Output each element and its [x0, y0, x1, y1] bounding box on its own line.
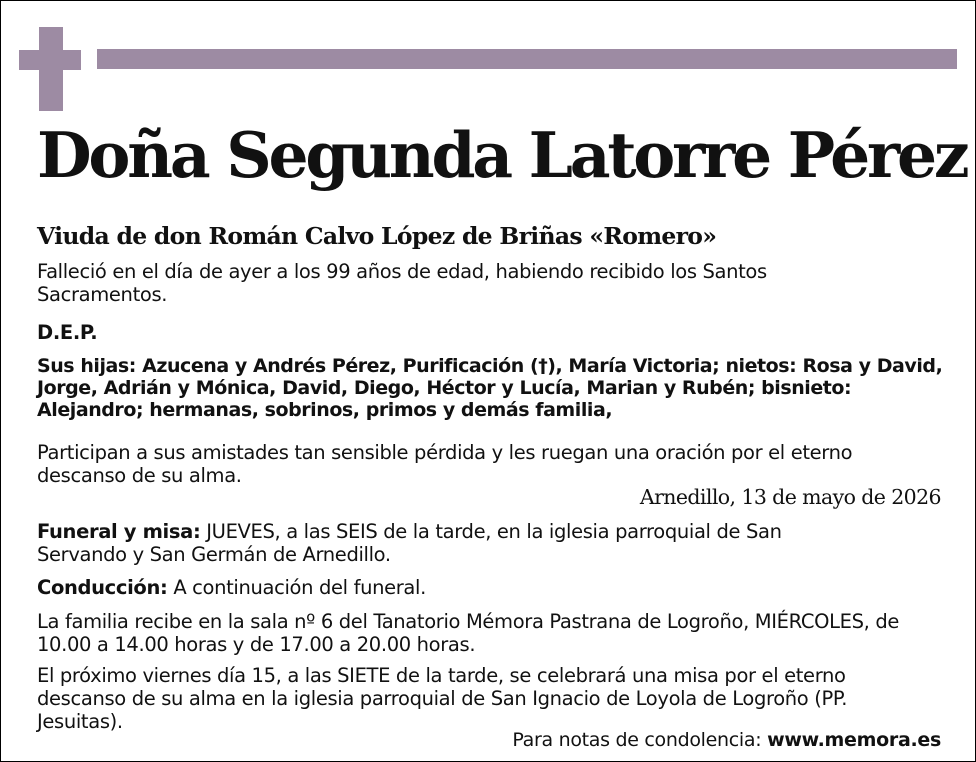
spouse-subtitle: Viuda de don Román Calvo López de Briñas «Romero» [37, 222, 717, 250]
funeral-label: Funeral y misa: [37, 520, 201, 543]
death-announcement: Falleció en el día de ayer a los 99 años de edad, habiendo recibido los Santos Sacramentos. [37, 260, 767, 306]
condolences-label: Para notas de condolencia: [512, 729, 768, 751]
deceased-name: Doña Segunda Latorre Pérez [37, 118, 967, 192]
condolences-line [512, 729, 941, 751]
mass-info: El próximo viernes día 15, a las SIETE de la tarde, se celebrará una misa por el eterno descanso de su alma en la iglesia parroquial de San Ignacio de Loyola de Logroño (PP. Jesuitas). [37, 664, 848, 733]
cross-icon [19, 27, 81, 111]
procession-label: Conducción: [37, 576, 168, 599]
cross-horizontal-bar [19, 50, 81, 70]
funeral-info [37, 520, 827, 566]
procession-text: A continuación del funeral. [167, 576, 426, 599]
procession-info [37, 576, 947, 599]
condolences-link[interactable]: www.memora.es [767, 729, 941, 751]
place-date: Arnedillo, 13 de mayo de 2026 [639, 485, 941, 509]
family-list: Sus hijas: Azucena y Andrés Pérez, Purificación (†), María Victoria; nietos: Rosa y David, Jorge, Adrián y Mónica, David, Diego, Héctor y Lucía, Marian y Rubén; bisnieto: Alejandro; hermanas, sobrinos, primos y demás familia, [37, 355, 943, 421]
rip-text: D.E.P. [37, 321, 98, 344]
header-rule [97, 49, 957, 69]
wake-info: La familia recibe en la sala nº 6 del Tanatorio Mémora Pastrana de Logroño, MIÉRCOLES, de 10.00 a 14.00 horas y de 17.00 a 20.00 horas. [37, 610, 899, 656]
funeral-text: JUEVES, a las SEIS de la tarde, en la iglesia parroquial de San Servando y San Germán de Arnedillo. [37, 520, 782, 566]
prayer-request: Participan a sus amistades tan sensible pérdida y les ruegan una oración por el eterno descanso de su alma. [37, 441, 853, 487]
